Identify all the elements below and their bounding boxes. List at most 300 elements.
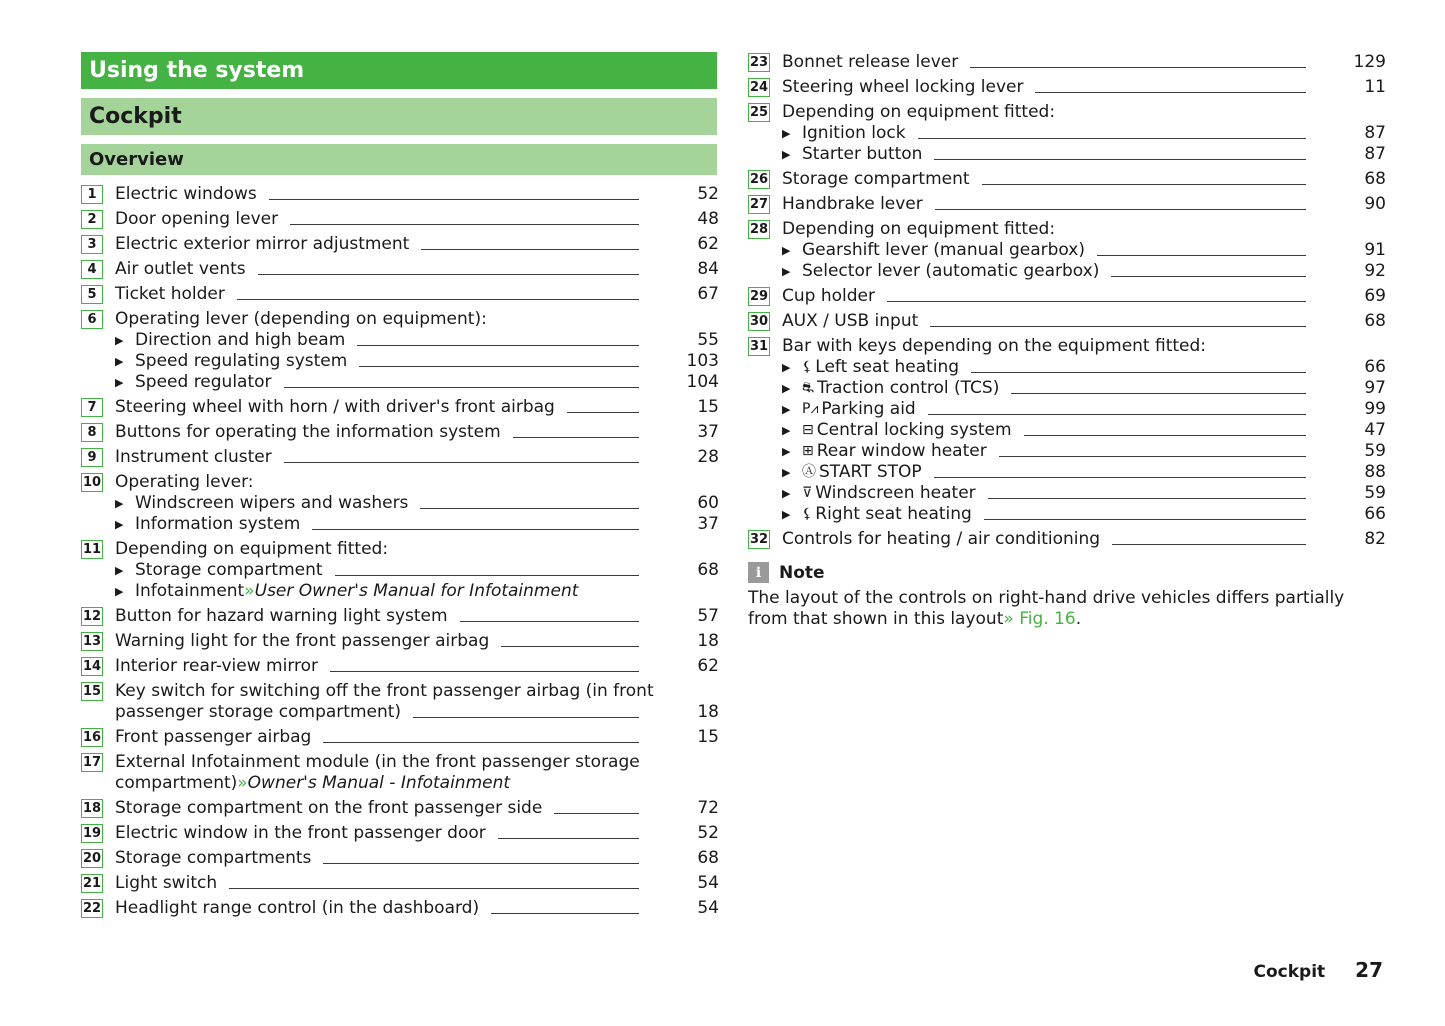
page-ref[interactable]: 15 [697,397,719,417]
bullet-triangle-icon: ▶ [115,376,124,389]
list-item [81,422,717,443]
item-body [115,606,717,627]
page-ref[interactable]: 18 [697,702,719,722]
item-number-badge: 9 [81,448,103,467]
entry-line [115,873,717,894]
chapter-heading: Using the system [81,52,717,89]
dotted-leader [1024,435,1306,436]
bullet-triangle-icon: ▶ [115,518,124,531]
item-body [115,631,717,652]
dotted-leader [323,863,639,864]
list-item [81,898,717,919]
entry-line [115,330,717,351]
dotted-leader [982,184,1306,185]
list-item [81,309,717,393]
entry-label: Controls for heating / air conditioning [782,529,1101,549]
bullet-triangle-icon: ▶ [782,445,791,458]
bullet-triangle-icon: ▶ [782,508,791,521]
list-item [81,397,717,418]
entry-line [115,422,717,443]
list-item [81,259,717,280]
bullet-triangle-icon: ▶ [115,355,124,368]
page-ref[interactable]: 87 [1364,144,1386,164]
dotted-leader [971,372,1306,373]
entry-label: Parking aid [821,399,916,419]
bullet-triangle-icon: ▶ [782,265,791,278]
list-item [748,169,1384,190]
item-number-badge: 5 [81,285,103,304]
item-body [782,169,1384,190]
item-body [115,898,717,919]
dotted-leader [984,519,1306,520]
subsection-heading: Overview [81,144,717,175]
page-ref[interactable]: 103 [686,351,719,371]
page-ref[interactable]: 28 [697,447,719,467]
entry-line [115,798,717,819]
list-item [81,209,717,230]
overview-list-right [748,52,1384,550]
list-item [81,539,717,602]
item-body [115,681,717,723]
page-ref[interactable]: 68 [697,848,719,868]
entry-line [782,77,1384,98]
list-item [81,727,717,748]
item-body [782,286,1384,307]
entry-label: Storage compartment on the front passenger side [115,798,543,818]
dotted-leader [554,813,639,814]
entry-line [115,472,717,493]
entry-label: Windscreen heater [815,483,976,503]
entry-line [782,144,1384,165]
bullet-triangle-icon: ▶ [782,382,791,395]
page-ref[interactable]: 87 [1364,123,1386,143]
dotted-leader [970,67,1306,68]
dotted-leader [269,199,639,200]
item-body [115,209,717,230]
page-ref[interactable]: 48 [697,209,719,229]
item-number-badge: 16 [82,730,102,745]
dotted-leader [1011,393,1306,394]
windscreen-heater-icon: ⊽ [802,485,813,501]
dotted-leader [988,498,1306,499]
ref-marker: » [237,773,248,793]
page-ref[interactable]: 68 [697,560,719,580]
footer-section: Cockpit [1253,962,1326,982]
list-item [81,472,717,535]
entry-line [782,311,1384,332]
page-ref[interactable]: 59 [1364,483,1386,503]
page-ref[interactable]: 88 [1364,462,1386,482]
note-body: The layout of the controls on right-hand drive vehicles differs partially from that shown in this layout [748,588,1345,629]
page-ref[interactable]: 18 [697,631,719,651]
note-ref-marker: » [1003,609,1014,629]
item-body [115,752,717,794]
item-body [115,848,717,869]
entry-line [115,184,717,205]
entry-line [115,259,717,280]
item-body [115,472,717,535]
dotted-leader [359,366,639,367]
entry-label: Rear window heater [816,441,987,461]
bullet-triangle-icon: ▶ [115,585,124,598]
item-number-badge: 2 [81,210,103,229]
item-number-badge: 6 [81,310,103,329]
entry-line [115,631,717,652]
manual-reference[interactable]: User Owner's Manual for Infotainment [254,581,579,601]
list-item [81,606,717,627]
dotted-leader [887,301,1306,302]
entry-label: Bonnet release lever [782,52,959,72]
entry-line [782,123,1384,144]
page-ref[interactable]: 104 [686,372,719,392]
page-ref[interactable]: 54 [697,898,719,918]
entry-label: Depending on equipment fitted: [782,219,1056,239]
page-ref[interactable]: 90 [1364,194,1386,214]
page-ref[interactable]: 57 [697,606,719,626]
item-number-badge: 15 [82,684,102,699]
entry-label: Selector lever (automatic gearbox) [802,261,1100,281]
dotted-leader [312,529,639,530]
page-ref[interactable]: 62 [697,656,719,676]
entry-line [115,284,717,305]
dotted-leader [501,646,639,647]
item-number-badge: 8 [81,423,103,442]
item-body [115,798,717,819]
item-number-badge: 23 [749,55,769,70]
ref-marker: » [244,581,255,601]
item-number-badge: 3 [81,235,103,254]
item-body [115,184,717,205]
entry-label: Cup holder [782,286,875,306]
entry-line [115,681,717,702]
page-ref[interactable]: 52 [697,823,719,843]
item-number-badge: 7 [81,398,103,417]
bullet-triangle-icon: ▶ [782,244,791,257]
item-number-badge: 25 [749,105,769,120]
note-text [748,588,1368,630]
item-number-badge: 13 [82,634,102,649]
entry-line [782,420,1384,441]
list-item [748,194,1384,215]
list-item [81,752,717,794]
list-item [81,848,717,869]
entry-line [115,514,717,535]
entry-line [115,581,717,602]
entry-label: Handbrake lever [782,194,923,214]
start-stop-icon: Ⓐ [802,464,816,480]
dotted-leader [1111,276,1306,277]
entry-label: Interior rear-view mirror [115,656,319,676]
list-item [81,631,717,652]
page-ref[interactable]: 92 [1364,261,1386,281]
page-ref[interactable]: 15 [697,727,719,747]
page-ref[interactable]: 37 [697,422,719,442]
note-figure-link[interactable]: Fig. 16 [1019,609,1076,629]
entry-label: Direction and high beam [135,330,346,350]
item-number-badge: 11 [82,542,102,557]
entry-line [782,504,1384,525]
entry-line [115,493,717,514]
entry-line [115,727,717,748]
list-item [748,219,1384,282]
item-number-badge: 22 [82,901,102,916]
entry-line [782,102,1384,123]
page-ref[interactable]: 54 [697,873,719,893]
right-column [748,52,1384,630]
page-ref[interactable]: 129 [1353,52,1386,72]
entry-line [115,539,717,560]
dotted-leader [460,621,639,622]
entry-label: Electric windows [115,184,257,204]
entry-label: AUX / USB input [782,311,919,331]
entry-line [115,309,717,330]
entry-line [782,52,1384,73]
item-body [782,102,1384,165]
entry-line [115,656,717,677]
entry-label: Door opening lever [115,209,279,229]
entry-line [782,378,1384,399]
note-header [748,562,1384,583]
item-body [782,52,1384,73]
bullet-triangle-icon: ▶ [782,361,791,374]
entry-label: Steering wheel with horn / with driver's front airbag [115,397,555,417]
entry-line [115,372,717,393]
entry-label: Key switch for switching off the front passenger airbag (in front [115,681,654,701]
entry-line [782,219,1384,240]
page-ref[interactable]: 68 [1364,169,1386,189]
entry-label: Electric window in the front passenger door [115,823,486,843]
entry-label: Information system [135,514,301,534]
entry-line [115,702,717,723]
dotted-leader [498,838,639,839]
dotted-leader [1097,255,1306,256]
entry-label: Front passenger airbag [115,727,312,747]
bullet-triangle-icon: ▶ [782,466,791,479]
traction-control-icon: ⛐ [802,380,815,396]
item-number-badge: 27 [749,197,769,212]
entry-line [115,606,717,627]
page-ref[interactable]: 69 [1364,286,1386,306]
page-ref[interactable]: 11 [1364,77,1386,97]
entry-line [782,529,1384,550]
manual-reference[interactable]: Owner's Manual - Infotainment [247,773,511,793]
page-ref[interactable]: 47 [1364,420,1386,440]
entry-label: Windscreen wipers and washers [135,493,409,513]
dotted-leader [258,274,639,275]
page-ref[interactable]: 99 [1364,399,1386,419]
entry-line [115,823,717,844]
dotted-leader [229,888,639,889]
dotted-leader [284,387,639,388]
seat-heating-left-icon: ⚸ [802,359,813,375]
page-number: 27 [1355,958,1383,982]
dotted-leader [284,462,639,463]
entry-line [115,397,717,418]
list-item [748,529,1384,550]
entry-line [782,286,1384,307]
entry-line [782,169,1384,190]
list-item [81,681,717,723]
entry-label: START STOP [819,462,922,482]
list-item [81,798,717,819]
entry-line [782,483,1384,504]
entry-label: Central locking system [816,420,1012,440]
item-body [115,447,717,468]
list-item [748,336,1384,525]
bullet-triangle-icon: ▶ [115,564,124,577]
dotted-leader [330,671,639,672]
page-ref[interactable]: 55 [697,330,719,350]
page-ref[interactable]: 91 [1364,240,1386,260]
rear-window-heater-icon: ⊞ [802,443,814,459]
page-ref[interactable]: 60 [697,493,719,513]
entry-line [782,462,1384,483]
entry-label: Speed regulator [135,372,272,392]
entry-label: Storage compartment [782,169,970,189]
page-ref[interactable]: 68 [1364,311,1386,331]
entry-label: Storage compartment [135,560,323,580]
dotted-leader [413,717,639,718]
page-ref[interactable]: 59 [1364,441,1386,461]
entry-line [115,209,717,230]
entry-label: Starter button [802,144,923,164]
item-number-badge: 24 [749,80,769,95]
dotted-leader [290,224,639,225]
dotted-leader [928,414,1306,415]
dotted-leader [930,326,1306,327]
list-item [748,52,1384,73]
left-column [81,52,717,923]
dotted-leader [935,209,1306,210]
seat-heating-right-icon: ⚸ [802,506,813,522]
list-item [81,656,717,677]
page-ref[interactable]: 52 [697,184,719,204]
entry-label: Electric exterior mirror adjustment [115,234,410,254]
page-ref[interactable]: 82 [1364,529,1386,549]
entry-label: Buttons for operating the information system [115,422,501,442]
page-footer [1253,958,1383,982]
entry-label: Headlight range control (in the dashboard) [115,898,480,918]
entry-label: External Infotainment module (in the front passenger storage [115,752,640,772]
entry-line [782,261,1384,282]
parking-aid-icon: P⩘ [802,401,819,417]
item-body [782,336,1384,525]
entry-line [115,752,717,773]
page-ref[interactable]: 66 [1364,357,1386,377]
entry-line [115,848,717,869]
item-number-badge: 18 [82,801,102,816]
item-number-badge: 30 [749,314,769,329]
dotted-leader [335,575,639,576]
dotted-leader [237,299,639,300]
note-title: Note [779,562,825,583]
item-body [115,234,717,255]
entry-label: Instrument cluster [115,447,272,467]
item-number-badge: 12 [82,609,102,624]
list-item [81,873,717,894]
bullet-triangle-icon: ▶ [782,424,791,437]
dotted-leader [491,913,639,914]
dotted-leader [357,345,639,346]
section-heading: Cockpit [81,98,717,135]
entry-label: Infotainment [135,581,245,601]
page-ref[interactable]: 97 [1364,378,1386,398]
entry-label: Air outlet vents [115,259,246,279]
entry-label: Operating lever: [115,472,254,492]
entry-label: Warning light for the front passenger airbag [115,631,490,651]
entry-label: Operating lever (depending on equipment): [115,309,487,329]
entry-label: Ignition lock [802,123,906,143]
list-item [748,102,1384,165]
item-number-badge: 28 [749,222,769,237]
item-body [115,539,717,602]
bullet-triangle-icon: ▶ [782,403,791,416]
item-number-badge: 19 [82,826,102,841]
page-ref[interactable]: 84 [697,259,719,279]
item-number-badge: 26 [749,172,769,187]
item-number-badge: 29 [749,289,769,304]
bullet-triangle-icon: ▶ [115,497,124,510]
item-body [115,309,717,393]
item-body [115,656,717,677]
entry-label: Bar with keys depending on the equipment fitted: [782,336,1207,356]
dotted-leader [934,159,1306,160]
item-number-badge: 20 [82,851,102,866]
entry-line [115,234,717,255]
item-body [782,529,1384,550]
entry-label: Ticket holder [115,284,225,304]
entry-label: Depending on equipment fitted: [782,102,1056,122]
item-number-badge: 10 [82,475,102,490]
page-ref[interactable]: 62 [697,234,719,254]
entry-label: Gearshift lever (manual gearbox) [802,240,1085,260]
info-icon: i [748,562,769,583]
list-item [81,447,717,468]
central-locking-icon: ⊟ [802,422,814,438]
list-item [748,77,1384,98]
entry-label: Storage compartments [115,848,312,868]
list-item [748,311,1384,332]
dotted-leader [934,477,1306,478]
page-ref[interactable]: 37 [697,514,719,534]
item-body [115,422,717,443]
page-ref[interactable]: 72 [697,798,719,818]
page-ref[interactable]: 67 [697,284,719,304]
item-number-badge: 17 [82,755,102,770]
entry-line [115,351,717,372]
list-item [81,234,717,255]
note-end: . [1075,609,1082,629]
dotted-leader [567,412,639,413]
dotted-leader [918,138,1306,139]
entry-label: Steering wheel locking lever [782,77,1024,97]
list-item [81,823,717,844]
entry-line [782,240,1384,261]
dotted-leader [420,508,639,509]
entry-label: passenger storage compartment) [115,702,402,722]
list-item [81,284,717,305]
page-ref[interactable]: 66 [1364,504,1386,524]
item-number-badge: 21 [82,876,102,891]
list-item [81,184,717,205]
entry-label: Depending on equipment fitted: [115,539,389,559]
bullet-triangle-icon: ▶ [782,487,791,500]
item-body [115,873,717,894]
bullet-triangle-icon: ▶ [782,127,791,140]
entry-line [782,357,1384,378]
list-item [748,286,1384,307]
entry-line [782,399,1384,420]
